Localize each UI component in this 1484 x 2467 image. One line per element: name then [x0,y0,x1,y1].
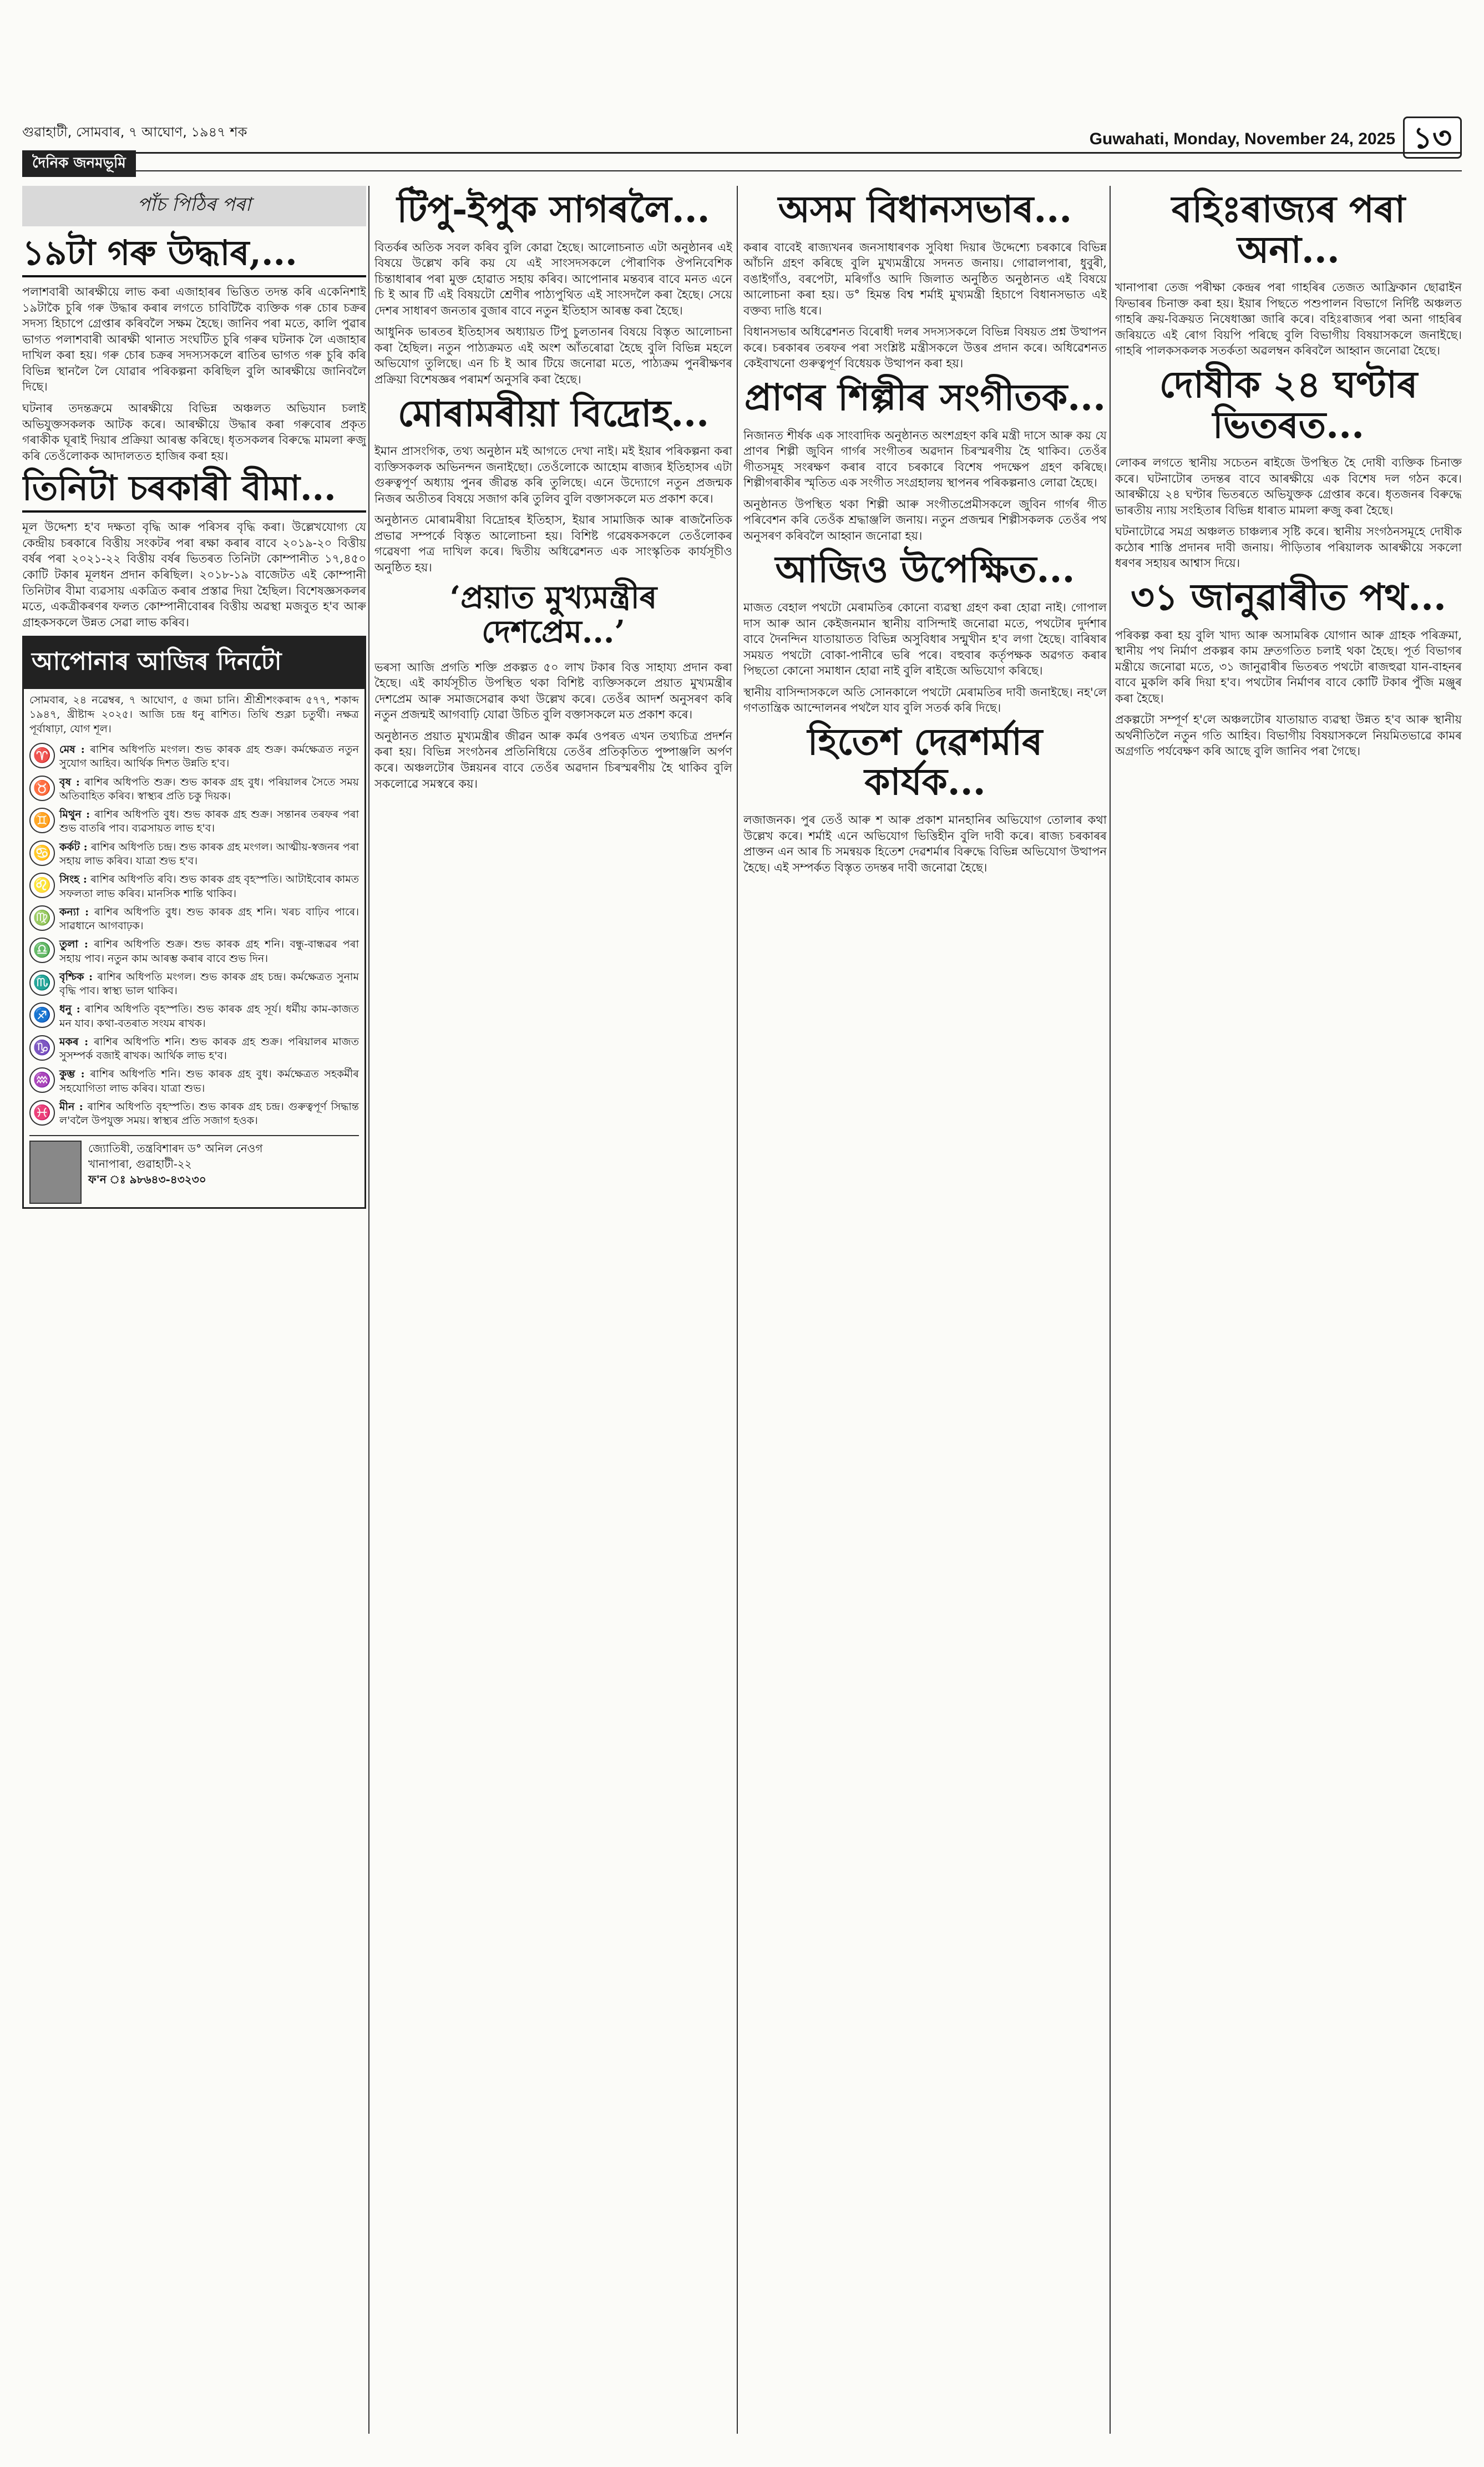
horoscope-sign-text [59,1002,359,1031]
horoscope-sign-body: ৰাশিৰ অধিপতি বৃহস্পতি। শুভ কাৰক গ্ৰহ সূৰ্য। ধৰ্মীয় কাম-কাজত মন যাব। কথা-বতৰাত সংযম ৰাখক। [59,1003,359,1030]
horoscope-sign [24,806,364,838]
horoscope-sign [24,1000,364,1033]
horoscope-sign-text [59,970,359,999]
horoscope-sign-body: ৰাশিৰ অধিপতি শুক্ৰ। শুভ কাৰক গ্ৰহ বুধ। পৰিয়ালৰ সৈতে সময় অতিবাহিত কৰিব। স্বাস্থ্যৰ প্ৰতি চকু দিয়ক। [59,776,359,802]
zodiac-icon: ♈ [29,743,55,768]
cm-body: ভৰসা আজি প্ৰগতি শক্তি প্ৰকল্পত ৫০ লাখ টকাৰ বিত্ত সাহায্য প্ৰদান কৰা হৈছে। এই কাৰ্যসূচীত উপস্থিত থকা বিশিষ্ট ব্যক্তিসকলে প্ৰয়াত মুখ্যমন্ত্ৰীৰ দেশপ্ৰেম আৰু সমাজসেৱাৰ কথা উল্লেখ কৰে। তেওঁৰ আদৰ্শ অনুসৰণ কৰি নতুন প্ৰজন্মই আগবাঢ়ি যোৱা উচিত বুলি বক্তাসকলে মত প্ৰকাশ কৰে। [374,660,732,722]
tipu-body-2: আধুনিক ভাৰতৰ ইতিহাসৰ অধ্যায়ত টিপু চুলতানৰ বিষয়ে বিস্তৃত আলোচনা কৰা হৈছিল। নতুন পাঠ্যক্ৰমত এই অংশ আঁতৰোৱা হৈছে বুলি বিভিন্ন মহলে অভিযোগ তুলিছে। এন চি ই আৰ টিয়ে জনোৱা মতে, পাঠ্যক্ৰম পুনৰীক্ষণৰ প্ৰক্ৰিয়া বিশেষজ্ঞৰ পৰামৰ্শ অনুসৰি কৰা হৈছে। [374,325,732,386]
horoscope-sign [24,1065,364,1098]
neglect-body-2: স্থানীয় বাসিন্দাসকলে অতি সোনকালে পথটো মেৰামতিৰ দাবী জনাইছে। নহ'লে গণতান্ত্ৰিক আন্দোলনৰ পথলৈ যাব বুলি সতৰ্ক কৰি দিছে। [743,685,1107,715]
paper-name: দৈনিক জনমভূমি [22,150,136,177]
cattle-body-2: ঘটনাৰ তদন্তক্ৰমে আৰক্ষীয়ে বিভিন্ন অঞ্চলত অভিযান চলাই অভিযুক্তসকলক আটক কৰে। আৰক্ষীয়ে উদ্ধাৰ কৰা গৰুবোৰ প্ৰকৃত গৰাকীক ঘূৰাই দিয়াৰ প্ৰক্ৰিয়া আৰম্ভ কৰিছে। ধৃতসকলৰ বিৰুদ্ধে মামলা ৰুজু কৰি তেওঁলোকক আদালতত হাজিৰ কৰা হয়। [22,402,366,463]
masthead [22,116,1462,178]
horoscope-signs [24,741,364,1130]
astrologer-photo [29,1141,82,1204]
astrologer-address: খানাপাৰা, গুৱাহাটী-২২ [88,1157,192,1171]
horoscope-sign-name: কৰ্কট : [59,840,88,853]
zodiac-icon: ♑ [29,1035,55,1061]
cm-body-2: অনুষ্ঠানত প্ৰয়াত মুখ্যমন্ত্ৰীৰ জীৱন আৰু কৰ্মৰ ওপৰত এখন তথ্যচিত্ৰ প্ৰদৰ্শন কৰা হয়। বিভিন্ন সংগঠনৰ প্ৰতিনিধিয়ে তেওঁৰ প্ৰতিকৃতিত পুষ্পাঞ্জলি অৰ্পণ কৰে। অঞ্চলটোৰ উন্নয়নৰ বাবে তেওঁৰ অৱদান চিৰস্মৰণীয় হৈ থাকিব বুলি সকলোৱে সমস্বৰে কয়। [374,729,732,791]
column-1 [22,186,366,2434]
horoscope-intro: সোমবাৰ, ২৪ নৱেম্বৰ, ৭ আঘোণ, ৫ জমা চানি। শ্ৰীশ্ৰীশংকৰাব্দ ৫৭৭, শকাব্দ ১৯৪৭, খ্ৰীষ্টাব্দ ২০২৫। আজি চন্দ্ৰ ধনু ৰাশিত। তিথি শুক্লা চতুৰ্থী। নক্ষত্ৰ পূৰ্বাষাঢ়া, যোগ শূল। [29,694,359,735]
horoscope-sign-body: ৰাশিৰ অধিপতি মংগল। শুভ কাৰক গ্ৰহ শুক্ৰ। কৰ্মক্ষেত্ৰত নতুন সুযোগ আহিব। আৰ্থিক দিশত উন্নতি হ'ব। [59,743,359,770]
horoscope-sign-name: বৃষ : [59,776,80,788]
horoscope-box [22,636,366,1208]
zodiac-icon: ♌ [29,873,55,898]
horoscope-sign-text [59,808,359,836]
horoscope-sign-body: ৰাশিৰ অধিপতি ৰবি। শুভ কাৰক গ্ৰহ বৃহস্পতি। আটাইবোৰ কামত সফলতা লাভ কৰিব। মানসিক শান্তি থাকিব। [59,873,359,900]
column-rule [368,186,369,2434]
column-rule [737,186,738,2434]
horoscope-sign-body: ৰাশিৰ অধিপতি শুক্ৰ। শুভ কাৰক গ্ৰহ শনি। বন্ধু-বান্ধৱৰ পৰা সহায় পাব। নতুন কাম আৰম্ভ কৰাৰ বাবে শুভ দিন। [59,938,359,965]
horoscope-title: আপোনাৰ আজিৰ দিনটো [24,637,364,689]
horoscope-sign-text [59,776,359,804]
convict-body-2: ঘটনাটোৱে সমগ্ৰ অঞ্চলত চাঞ্চল্যৰ সৃষ্টি কৰে। স্থানীয় সংগঠনসমূহে দোষীক কঠোৰ শাস্তি প্ৰদানৰ দাবী জনায়। পীড়িতাৰ পৰিয়ালক আৰক্ষীয়ে সকলো ধৰণৰ সহায়ৰ আশ্বাস দিয়ে। [1115,525,1462,570]
column-3 [743,186,1107,2434]
assembly-body: কৰাৰ বাবেই ৰাজ্যখনৰ জনসাধাৰণক সুবিধা দিয়াৰ উদ্দেশ্যে চৰকাৰে বিভিন্ন আঁচনি গ্ৰহণ কৰিছে বুলি মুখ্যমন্ত্ৰীয়ে সদনত জনায়। গোৱালপাৰা, ধুবুৰী, বঙাইগাঁও, বৰপেটা, মৰিগাঁও আদি জিলাত অনুষ্ঠিত অনুষ্ঠানত এই বিষয়ে আলোচনা কৰা হয়। ড° হিমন্ত বিশ্ব শৰ্মাই মুখ্যমন্ত্ৰী হিচাপে বিধানসভাত এই বক্তব্য দাঙি ধৰে। [743,240,1107,317]
moran-body-2: অনুষ্ঠানত মোৰামৰীয়া বিদ্ৰোহৰ ইতিহাস, ইয়াৰ সামাজিক আৰু ৰাজনৈতিক প্ৰভাৱ সম্পৰ্কে বিস্তৃত আলোচনা হয়। বিশিষ্ট গৱেষকসকলে তেওঁলোকৰ গৱেষণা পত্ৰ দাখিল কৰে। দ্বিতীয় অধিৱেশনত এক সাংস্কৃতিক কাৰ্যসূচীও অনুষ্ঠিত হয়। [374,513,732,574]
horoscope-sign-name: কুম্ভ : [59,1068,85,1081]
astrologer-phone: ফ'ন ঃ ৯৮৬৪৩-৪৩২৩০ [88,1172,206,1186]
horoscope-sign-text [59,840,359,869]
horoscope-sign-text [59,938,359,966]
horoscope-sign-body: ৰাশিৰ অধিপতি চন্দ্ৰ। শুভ কাৰক গ্ৰহ মংগল। আত্মীয়-স্বজনৰ পৰা সহায় লাভ কৰিব। যাত্ৰা শুভ হ'ব। [59,840,359,867]
zodiac-icon: ♒ [29,1067,55,1093]
jan31-body-2: প্ৰকল্পটো সম্পূৰ্ণ হ'লে অঞ্চলটোৰ যাতায়াত ব্যৱস্থা উন্নত হ'ব আৰু স্থানীয় অৰ্থনীতিলৈ নতুন গতি আহিব। বিভাগীয় বিষয়াসকলে নিয়মিতভাৱে কামৰ অগ্ৰগতি পৰ্যবেক্ষণ কৰি আছে বুলি জানিব পৰা গৈছে। [1115,713,1462,758]
zodiac-icon: ♊ [29,808,55,833]
tipu-body: বিতৰ্কৰ অতিক সবল কৰিব বুলি কোৱা হৈছে। আলোচনাত এটা অনুষ্ঠানৰ এই বিষয়ে উল্লেখ কৰি কয় যে এই সাংসদসকলে পৌৰাণিক ঔপনিবেশিক চিন্তাধাৰাৰ পৰা মুক্ত হোৱাত সহায় কৰিব। আপোনাৰ মন্তব্যৰ বাবে মনত এনে চি ই আৰ টি এই বিষয়টো শ্ৰেণীৰ পাঠ্যপুথিত এই সাংসদলৈ কৰা হৈছে। সেয়ে দেশৰ সাধাৰণ জনতাৰ বুজাৰ বাবে নতুন ইতিহাস আৰম্ভ কৰা হৈছে। [374,240,732,317]
jan31-body: পৰিকল্প কৰা হয় বুলি খাদ্য আৰু অসামৰিক যোগান আৰু গ্ৰাহক পৰিক্ৰমা, স্থানীয় পথ নিৰ্মাণ প্ৰকল্পৰ কাম দ্ৰুতগতিত চলাই থকা হৈছে। পূৰ্ত বিভাগৰ মন্ত্ৰীয়ে জনোৱা মতে, ৩১ জানুৱাৰীৰ ভিতৰত পথটো ৰাজহুৱা যান-বাহনৰ বাবে মুকলি কৰি দিয়া হ'ব। পথটোৰ নিৰ্মাণৰ বাবে কোটি টকাৰ পুঁজি মঞ্জুৰ কৰা হৈছে। [1115,628,1462,705]
hitesh-headline: হিতেশ দেৱশৰ্মাৰ কাৰ্যক... [807,720,1043,804]
horoscope-sign-text [59,873,359,901]
horoscope-sign-text [59,1067,359,1096]
horoscope-sign-text [59,1035,359,1063]
neglect-headline: আজিও উপেক্ষিত... [775,548,1075,591]
horoscope-sign-name: কন্যা : [59,905,89,918]
jan31-headline: ৩১ জানুৱাৰীত পথ... [1130,575,1447,619]
horoscope-sign-text [59,905,359,934]
horoscope-sign-body: ৰাশিৰ অধিপতি বুধ। শুভ কাৰক গ্ৰহ শনি। খৰচ বাঢ়িব পাৰে। সাৱধানে আগবাঢ়ক। [59,905,359,933]
horoscope-sign-name: ধনু : [59,1003,80,1016]
horoscope-sign-name: বৃশ্চিক : [59,970,93,983]
horoscope-sign [24,773,364,806]
assembly-body-2: বিধানসভাৰ অধিৱেশনত বিৰোধী দলৰ সদস্যসকলে বিভিন্ন বিষয়ত প্ৰশ্ন উত্থাপন কৰে। চৰকাৰৰ তৰফৰ পৰা সংশ্লিষ্ট মন্ত্ৰীসকলে উত্তৰ প্ৰদান কৰে। অধিৱেশনত কেইবাখনো গুৰুত্বপূৰ্ণ বিধেয়ক উত্থাপন কৰা হয়। [743,325,1107,371]
astrologer-credit [29,1135,359,1204]
zodiac-icon: ♍ [29,905,55,931]
horoscope-sign-name: মকৰ : [59,1035,89,1048]
horoscope-sign-body: ৰাশিৰ অধিপতি শনি। শুভ কাৰক গ্ৰহ শুক্ৰ। পৰিয়ালৰ মাজত সুসম্পৰ্ক বজাই ৰাখক। আৰ্থিক লাভ হ'ব। [59,1035,359,1062]
artist-headline: প্ৰাণৰ শিল্পীৰ সংগীতক... [744,375,1106,419]
zodiac-icon: ♋ [29,840,55,866]
horoscope-sign-name: মেষ : [59,743,85,756]
page-number: ১৩ [1403,116,1462,159]
insurance-headline: তিনিটা চৰকাৰী বীমা... [22,469,366,513]
outside-state-body: খানাপাৰা তেজ পৰীক্ষা কেন্দ্ৰৰ পৰা গাহৰিৰ তেজত আফ্ৰিকান ছোৱাইন ফিভাৰৰ চিনাক্ত কৰা হয়। ইয়াৰ পিছতে পশুপালন বিভাগে নিৰ্দিষ্ট অঞ্চলত গাহৰি ক্ৰয়-বিক্ৰয়ত নিষেধাজ্ঞা জাৰি কৰে। বহিঃৰাজ্যৰ পৰা অনা গাহৰিৰ জৰিয়তে এই ৰোগ বিয়পি পৰিছে বুলি বিভাগীয় বিষয়াসকলে জনাইছে। গাহৰি পালকসকলক সতৰ্কতা অৱলম্বন কৰিবলৈ আহ্বান জনোৱা হৈছে। [1115,281,1462,358]
column-rule [1110,186,1111,2434]
horoscope-sign [24,903,364,936]
horoscope-sign-body: ৰাশিৰ অধিপতি শনি। শুভ কাৰক গ্ৰহ বুধ। কৰ্মক্ষেত্ৰত সহকৰ্মীৰ সহযোগিতা লাভ কৰিব। যাত্ৰা শুভ। [59,1068,359,1095]
horoscope-sign-name: সিংহ : [59,873,87,886]
cm-headline: ‘প্ৰয়াত মুখ্যমন্ত্ৰীৰ দেশপ্ৰেম...’ [449,579,657,651]
insurance-body: মূল উদ্দেশ্য হ'ব দক্ষতা বৃদ্ধি আৰু পৰিসৰ বৃদ্ধি কৰা। উল্লেখযোগ্য যে কেন্দ্ৰীয় চৰকাৰে বিত্তীয় সংকটৰ পৰা ৰক্ষা কৰাৰ বাবে ২০১৯-২০ বিত্তীয় বৰ্ষৰ পৰা ২০২১-২২ বিত্তীয় বৰ্ষৰ ভিতৰত তিনিটা কোম্পানীত ১৭,৪৫০ কোটি টকাৰ মূলধন প্ৰদান কৰিছিল। ২০১৮-১৯ বাজেটত এই কোম্পানী তিনিটাৰ বীমা ব্যৱসায় একত্ৰিত কৰাৰ প্ৰস্তাৱ দিয়া হৈছিল। বিশেষজ্ঞসকলৰ মতে, একত্ৰীকৰণৰ ফলত কোম্পানীবোৰৰ বিত্তীয় অৱস্থা মজবুত হ'ব আৰু গ্ৰাহকসকলে উন্নত সেৱা লাভ কৰিব। [22,520,366,629]
horoscope-sign-name: মীন : [59,1100,83,1113]
neglect-body: মাজত বেহাল পথটো মেৰামতিৰ কোনো ব্যৱস্থা গ্ৰহণ কৰা হোৱা নাই। গোপাল দাস আৰু আন কেইজনমান স্থানীয় বাসিন্দাই জনোৱা মতে, পথটোৰ দুৰ্দশাৰ বাবে দৈনন্দিন যাতায়াতত বিভিন্ন অসুবিধাৰ সন্মুখীন হ'ব লগা হৈছে। বাৰিষাৰ সময়ত পথটো বোকা-পানীৰে ভৰি পৰে। বহুবাৰ কৰ্তৃপক্ষক অৱগত কৰাৰ পিছতো কোনো সমাধান হোৱা নাই বুলি ৰাইজে অভিযোগ কৰিছে। [743,600,1107,678]
horoscope-sign [24,1098,364,1131]
horoscope-sign [24,838,364,871]
column-2 [374,186,732,2434]
zodiac-icon: ♎ [29,938,55,963]
horoscope-sign-name: তুলা : [59,938,88,951]
horoscope-sign-body: ৰাশিৰ অধিপতি মংগল। শুভ কাৰক গ্ৰহ চন্দ্ৰ। কৰ্মক্ষেত্ৰত সুনাম বৃদ্ধি পাব। স্বাস্থ্য ভাল থাকিব। [59,970,359,997]
artist-body: নিজানত শীৰ্ষক এক সাংবাদিক অনুষ্ঠানত অংশগ্ৰহণ কৰি মন্ত্ৰী দাসে আৰু কয় যে প্ৰাণৰ শিল্পী জুবিন গাৰ্গৰ সংগীতৰ অৱদান চিৰস্মৰণীয় হৈ থাকিব। তেওঁৰ গীতসমূহ সংৰক্ষণ কৰাৰ বাবে চৰকাৰে বিশেষ পদক্ষেপ গ্ৰহণ কৰিছে। শিল্পীগৰাকীৰ স্মৃতিত এক সংগীত সংগ্ৰহালয় স্থাপনৰ পৰিকল্পনাও লোৱা হৈছে। [743,428,1107,490]
date-english: Guwahati, Monday, November 24, 2025 [1089,130,1395,148]
horoscope-sign [24,968,364,1001]
convict-headline: দোষীক ২৪ ঘণ্টাৰ ভিতৰত... [1159,362,1418,447]
horoscope-sign [24,870,364,903]
continued-kicker: পাঁচ পিঠিৰ পৰা [22,186,366,226]
horoscope-sign [24,935,364,968]
horoscope-sign [24,1033,364,1066]
moran-body: ইমান প্ৰাসংগিক, তথ্য অনুষ্ঠান মই আগতে দেখা নাই। মই ইয়াৰ পৰিকল্পনা কৰা ব্যক্তিসকলক অভিনন্দন জনাইছো। তেওঁলোকে আহোম ৰাজ্যৰ ইতিহাসৰ এটা গুৰুত্বপূৰ্ণ অধ্যায় পুনৰ জীৱন্ত কৰি তুলিছে। এনে উদ্যোগে নতুন প্ৰজন্মক নিজৰ অতীতৰ বিষয়ে সজাগ কৰি তুলিব বুলি বক্তাসকলে মত প্ৰকাশ কৰে। [374,444,732,505]
date-local: গুৱাহাটী, সোমবাৰ, ৭ আঘোণ, ১৯৪৭ শক [22,124,247,140]
zodiac-icon: ♓ [29,1100,55,1126]
masthead-rule [22,152,1462,171]
astrologer-name: জ্যোতিষী, তন্ত্ৰবিশাৰদ ড° অনিল নেওগ [88,1141,263,1155]
zodiac-icon: ♉ [29,776,55,801]
moran-headline: মোৰামৰীয়া বিদ্ৰোহ... [397,391,710,435]
horoscope-sign [24,741,364,773]
zodiac-icon: ♐ [29,1002,55,1028]
assembly-headline: অসম বিধানসভাৰ... [778,188,1072,231]
hitesh-body: লজাজনক। পুৰ তেওঁ আৰু শ আৰু প্ৰকাশ মানহানিৰ অভিযোগ তোলাৰ কথা উল্লেখ কৰে। শৰ্মাই এনে অভিযোগ ভিত্তিহীন বুলি দাবী কৰে। ৰাজ্য চৰকাৰৰ প্ৰাক্তন এন আৰ চি সমন্বয়ক হিতেশ দেৱশৰ্মাৰ বিৰুদ্ধে বিভিন্ন অভিযোগ উত্থাপন হৈছে। এই সম্পৰ্কত বিস্তৃত তদন্তৰ দাবী জনোৱা হৈছে। [743,813,1107,874]
horoscope-sign-text [59,1100,359,1128]
horoscope-sign-name: মিথুন : [59,808,90,821]
column-4 [1115,186,1462,2434]
cattle-body: পলাশবাৰী আৰক্ষীয়ে লাভ কৰা এজাহাৰৰ ভিত্তিত তদন্ত কৰি একেনিশাই ১৯টাকৈ চুৰি গৰু উদ্ধাৰ কৰাৰ লগতে চাবিটিকৈ ব্যক্তিক গৰু চোৰ চক্ৰৰ সদস্য হিচাপে গ্ৰেপ্তাৰ কৰিবলৈ সক্ষম হৈছে। জানিব পৰা মতে, কালি পুৱাৰ ভাগত পলাশবাৰী আৰক্ষী থানাত সংঘটিত চুৰি গৰুৰ ঘটনাক লৈ এজাহাৰ দাখিল কৰা হয়। গৰু চোৰ চক্ৰৰ সদস্যসকলে ৰাতিৰ ভাগত গৰু চুৰি কৰি বিভিন্ন স্থানলৈ লৈ যোৱাৰ পৰিকল্পনা কৰিছিল বুলি আৰক্ষীয়ে জানিবলৈ দিছে। [22,285,366,394]
outside-state-headline: বহিঃৰাজ্যৰ পৰা অনা... [1171,188,1406,271]
cattle-headline: ১৯টা গৰু উদ্ধাৰ,... [22,234,366,277]
artist-body-2: অনুষ্ঠানত উপস্থিত থকা শিল্পী আৰু সংগীতপ্ৰেমীসকলে জুবিন গাৰ্গৰ গীত পৰিবেশন কৰি তেওঁক শ্ৰদ্ধাঞ্জলি জনায়। নতুন প্ৰজন্মৰ শিল্পীসকলক তেওঁৰ পথ অনুসৰণ কৰিবলৈ আহ্বান জনোৱা হয়। [743,497,1107,543]
convict-body: লোকৰ লগতে স্থানীয় সচেতন ৰাইজে উপস্থিত হৈ দোষী ব্যক্তিক চিনাক্ত কৰে। ঘটনাটোৰ তদন্তৰ বাবে আৰক্ষীয়ে এক বিশেষ দল গঠন কৰে। আৰক্ষীয়ে ২৪ ঘণ্টাৰ ভিতৰতে অভিযুক্তক গ্ৰেপ্তাৰ কৰে। ধৃতজনৰ বিৰুদ্ধে ভাৰতীয় ন্যায় সংহিতাৰ বিভিন্ন ধাৰাত মামলা ৰুজু কৰা হৈছে। [1115,456,1462,517]
tipu-headline: টিপু-ইপুক সাগৰলৈ... [397,188,710,231]
horoscope-sign-body: ৰাশিৰ অধিপতি বৃহস্পতি। শুভ কাৰক গ্ৰহ চন্দ্ৰ। গুৰুত্বপূৰ্ণ সিদ্ধান্ত ল'বলৈ উপযুক্ত সময়। স্বাস্থ্যৰ প্ৰতি সজাগ হওক। [59,1100,359,1127]
zodiac-icon: ♏ [29,970,55,996]
horoscope-sign-text [59,743,359,771]
horoscope-sign-body: ৰাশিৰ অধিপতি বুধ। শুভ কাৰক গ্ৰহ শুক্ৰ। সন্তানৰ তৰফৰ পৰা শুভ বাতৰি পাব। ব্যৱসায়ত লাভ হ'ব। [59,808,359,835]
